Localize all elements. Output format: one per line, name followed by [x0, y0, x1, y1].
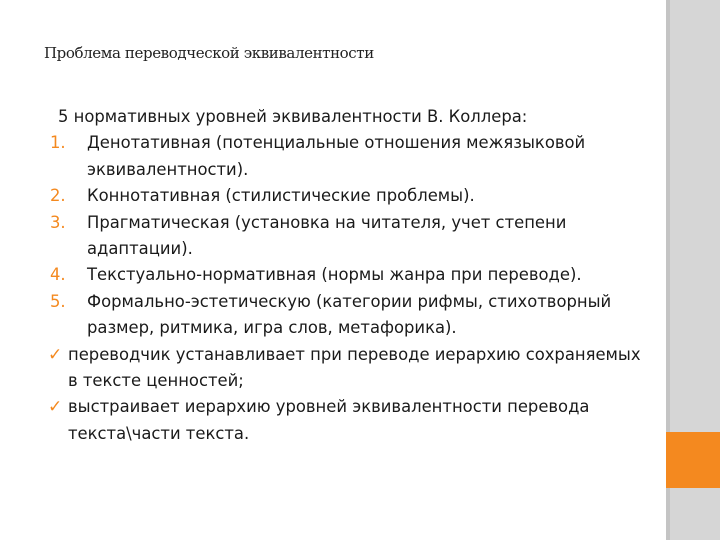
list-number: 1.	[50, 133, 66, 153]
list-item-text: Коннотативная (стилистические проблемы).	[87, 186, 475, 206]
check-item	[46, 342, 646, 395]
list-item-text: Формально-эстетическую (категории рифмы, стихотворный размер, ритмика, игра слов, метафорика).	[87, 291, 612, 338]
checkmark-icon: ✓	[48, 397, 63, 418]
list-number: 2.	[50, 186, 66, 206]
list-number: 3.	[50, 212, 66, 232]
slide-title: Проблема переводческой эквивалентности	[44, 44, 374, 62]
check-item-text: переводчик устанавливает при переводе иерархию сохраняемых в тексте ценностей;	[68, 344, 641, 391]
list-item-text: Денотативная (потенциальные отношения межязыковой эквивалентности).	[87, 133, 586, 179]
list-item	[46, 210, 646, 263]
checkmark-icon: ✓	[48, 344, 63, 365]
intro-text: 5 нормативных уровней эквивалентности В. Коллера:	[58, 107, 528, 126]
slide-body	[46, 104, 646, 447]
list-item-text: Текстуально-нормативная (нормы жанра при переводе).	[87, 265, 582, 285]
check-item	[46, 394, 646, 447]
accent-block	[666, 432, 720, 488]
list-item	[46, 183, 646, 209]
check-item-text: выстраивает иерархию уровней эквивалентности перевода текста\части текста.	[68, 397, 590, 443]
list-item	[46, 262, 646, 288]
list-item	[46, 289, 646, 342]
list-item-text: Прагматическая (установка на читателя, учет степени адаптации).	[87, 212, 567, 259]
list-number: 5.	[50, 291, 66, 311]
list-item	[46, 130, 646, 183]
list-number: 4.	[50, 265, 66, 285]
